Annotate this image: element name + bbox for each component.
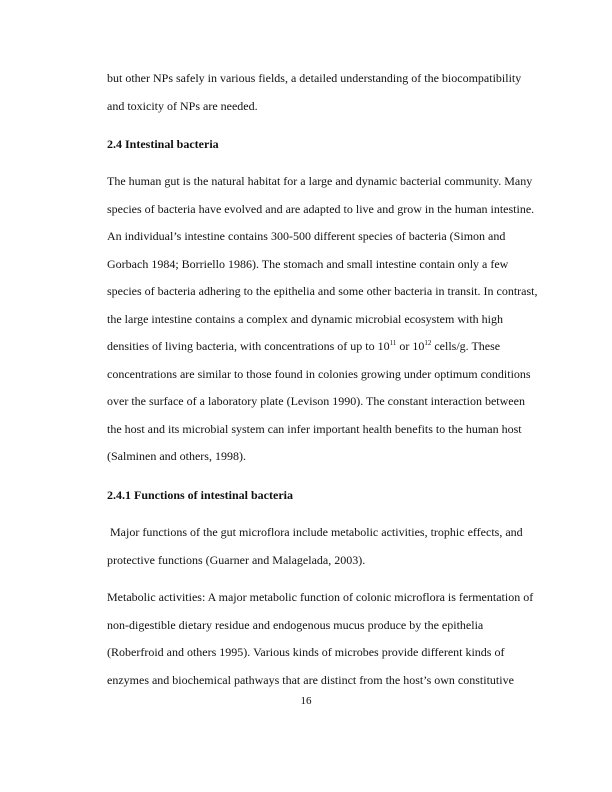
text-line: over the surface of a laboratory plate (Levison 1990). The constant interaction between xyxy=(107,394,525,408)
text-line: non-digestible dietary residue and endogenous mucus produce by the epithelia xyxy=(107,617,484,632)
text-segment: cells/g. These xyxy=(431,339,501,353)
paragraph-metabolic-activities xyxy=(107,584,547,694)
text-line: the host and its microbial system can infer important health benefits to the human host xyxy=(107,421,522,436)
section-heading-2-4 xyxy=(107,131,547,159)
page-number: 16 xyxy=(300,695,312,707)
text-line: and toxicity of NPs are needed. xyxy=(107,98,258,113)
superscript: 11 xyxy=(389,339,397,347)
heading-text: 2.4 Intestinal bacteria xyxy=(107,137,219,151)
text-line-with-superscripts xyxy=(107,333,547,361)
text-line: the large intestine contains a complex and dynamic microbial ecosystem with high xyxy=(107,311,504,326)
text-segment: or 10 xyxy=(396,339,425,353)
paragraph-functions xyxy=(107,519,547,574)
text-line: (Roberfroid and others 1995). Various kinds of microbes provide different kinds of xyxy=(107,645,505,659)
text-line: concentrations are similar to those found in colonies growing under optimum conditions xyxy=(107,366,531,381)
text-line: species of bacteria have evolved and are adapted to live and grow in the human intestine. xyxy=(107,201,535,216)
text-line: protective functions (Guarner and Malagelada, 2003). xyxy=(107,552,366,567)
paragraph-continuation xyxy=(107,65,547,120)
text-line: (Salminen and others, 1998). xyxy=(107,449,246,463)
text-line: but other NPs safely in various fields, a detailed understanding of the biocompatibility xyxy=(107,71,522,85)
section-heading-2-4-1 xyxy=(107,482,547,510)
paragraph-intestinal-bacteria xyxy=(107,168,547,471)
heading-text: 2.4.1 Functions of intestinal bacteria xyxy=(107,488,293,502)
text-line: Gorbach 1984; Borriello 1986). The stomach and small intestine contain only a few xyxy=(107,256,509,271)
text-line: enzymes and biochemical pathways that are distinct from the host’s own constitutive xyxy=(107,672,514,687)
text-line: An individual’s intestine contains 300-500 different species of bacteria (Simon and xyxy=(107,229,506,243)
text-line: Metabolic activities: A major metabolic function of colonic microflora is fermentation of xyxy=(107,590,534,604)
text-line: The human gut is the natural habitat for a large and dynamic bacterial community. Many xyxy=(107,174,533,188)
text-line: species of bacteria adhering to the epithelia and some other bacteria in transit. In contrast, xyxy=(107,284,538,298)
text-line: Major functions of the gut microflora include metabolic activities, trophic effects, and xyxy=(107,525,523,539)
text-segment: densities of living bacteria, with concentrations of up to 10 xyxy=(107,339,390,353)
superscript: 12 xyxy=(424,339,432,347)
